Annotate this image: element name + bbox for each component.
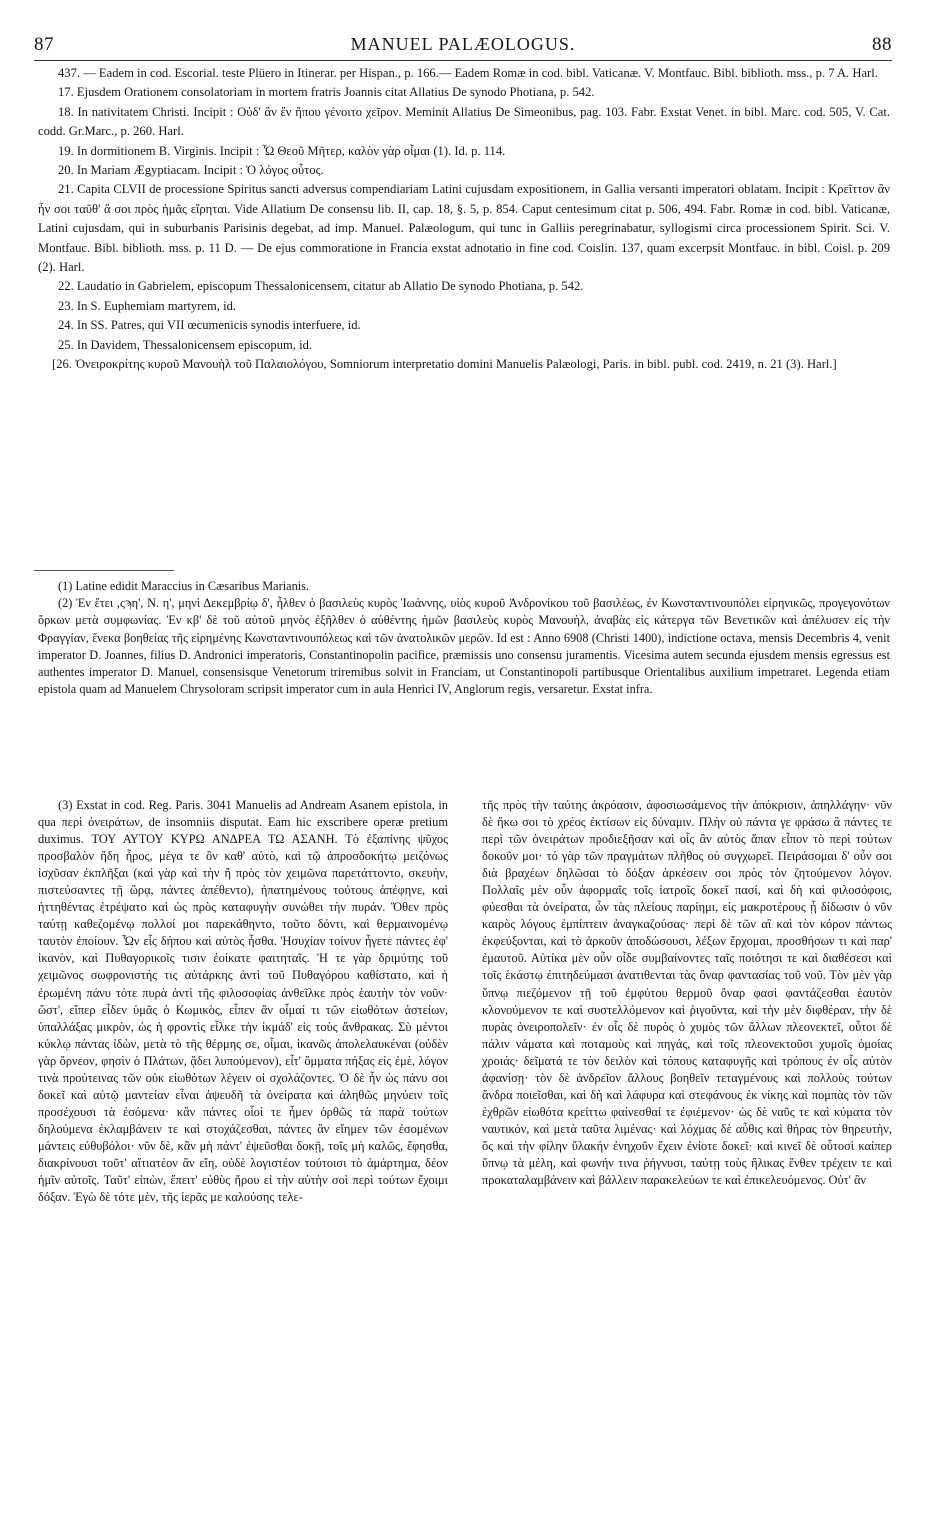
entry-20: 20. In Mariam Ægyptiacam. Incipit : Ὁ λόγος οὗτος. xyxy=(58,163,324,178)
footnote-3-left-column xyxy=(38,797,448,1206)
entry-17-continued: 437. — Eadem in cod. Escorial. teste Plüero in Itinerar. per Hispan., p. 166.— Eadem Romæ in cod. bibl. Vaticanæ. V. Montfauc. Bibl. biblioth. mss., p. 7 A. Harl. xyxy=(58,66,878,80)
entry-25: 25. In Davidem, Thessalonicensem episcopum, id. xyxy=(58,337,313,352)
entry-17: 17. Ejusdem Orationem consolatoriam in mortem fratris Joannis citat Allatius De synodo Photiana, p. 542. xyxy=(58,85,595,100)
bibliography-entries xyxy=(38,64,890,375)
entry-18: 18. In nativitatem Christi. Incipit : Οὐδ' ἂν ἔν ἤπου γένοιτο χεῖρον. Meminit Allatius De Simeonibus, pag. 103. Fabr. Exstat Venet. in bibl. Marc. cod. 505, V. Cat. codd. Gr.Marc., p. 260. Harl. xyxy=(38,104,890,139)
entry-23: 23. In S. Euphemiam martyrem, id. xyxy=(58,298,237,313)
entry-21: 21. Capita CLVII de processione Spiritus sancti adversus compendiariam Latini cujusdam expositionem, in Gallia versanti imperatori oblatam. Incipit : Κρεῖττον ἂν ἦν σοι ταῦθ' ἃ σοι πρὸς ἡμᾶς εἴρηται. Vide Allatium De consensu lib. II, cap. 18, §. 5, p. 854. Caput centesimum citat p. 506, 494. Fabr. Romæ in cod. bibl. Vaticanæ, Latini cujusdam, qui in suburbanis Parisinis degebat, ad imp. Manuel. Palæologum, qui tunc in Galliis peregrinabatur, syllogismi circa processionem Spirit. Sci. V. Montfauc. Bibl. biblioth. mss. p. 11 D. — De ejus commoratione in Francia exstat adnotatio in fine cod. Coislin. 137, quam excerpsit Montfauc. in bibl. Coisl. p. 209 (2). Harl. xyxy=(38,182,890,275)
entry-22: 22. Laudatio in Gabrielem, episcopum Thessalonicensem, citatur ab Allatio De synodo Photiana, p. 542. xyxy=(58,279,584,294)
footnote-1: (1) Latine edidit Maraccius in Cæsaribus Marianis. xyxy=(58,579,309,593)
footnote-3-text-right: τῆς πρὸς τὴν ταύτης ἀκρόασιν, ἀφοσιωσάμενος τὴν ἀπόκρισιν, ἀπηλλάγην· νῦν δὲ ἥκω σοι τὸ χρέος ἐκτίσων εἰς δύναμιν. Πλὴν οὐ πάντα γε φράσω ἃ πάντες τε περὶ τῶν ὀνειράτων προδιεξῆσαν καὶ οἷς ἂν αὐτὸς ἅπαν εἶπον τὸ περὶ τούτων δοκοῦν μοι· τό γὰρ τῶν πραγμάτων πλῆθος οὐ συγχωρεῖ. Πειράσομαι δ' οὖν σοι διὰ βραχέων δηλῶσαι τὸ δόξαν ἀρκέσειν σοι πρὸς τὸν ζητούμενον λόγον. Πολλαῖς μὲν οὖν ἀφορμαῖς τοῖς ἰατροῖς δοκεῖ πασί, καὶ δὴ καὶ φιλοσόφοις, φύεσθαι τὰ ὀνείρατα, ὧν τὰς πλείους παρίημι, εἰς μακροτέρους ᾗ δίδωσιν ὁ νῦν καιρὸς λόγους ἐμπίπτειν ἀναγκαζούσας· περὶ δὲ τῶν αἳ καὶ τὸν κόρον πάντως ἐκφεύξονται, καὶ τὸ ἀρκοῦν ἀποδώσουσι, λέξων ἔρχομαι, προσθήσων τι καὶ παρ' ἐμαυτοῦ. Αὐτίκα μὲν οὖν οἶδε συμβαίνοντες ταῖς ποιότησι τε καὶ διαθέσεσι καὶ τοῖς ἑκάστῳ ἐπιτηδεύμασι ἀνατιθενται τὰς ὄναρ φαντασίας τοῦ νοῦ. Τὸν μὲν γὰρ ὕπνῳ πιεζόμενον τῇ τοῦ ἐμφύτου θερμοῦ ὄναρ φασὶ φαντάζεσθαι ἑαυτὸν κλονούμενον τε καὶ συστελλόμενον καὶ ῥιγοῦντα, καὶ τὴν μὲν διφθέραν, τὴν δὲ πυρὰς ὀνειροπολεῖν· ἐν οἷς δὲ πυρὸς ὁ χυμὸς τῶν ἄλλων πλεονεκτεῖ, οὗτοι δὲ πάλιν νάματα καὶ ποταμοὺς καὶ πηγάς, καὶ τοῖς πλεονεκτοῦσι χυμοῖς ὁμοίας χροιάς· δεῖματά τε τὸν δειλὸν καὶ τόπους καταφυγῆς καὶ τρόπους ἐν οἷς αὐτὸν ἀφανίσῃ· τὸν δὲ ἀνδρεῖον ἄλλους βοηθεῖν τεταγμένους καὶ πολλοὺς τούτων ἄνδρα ποιεῖσθαι, καὶ δὴ καὶ λάφυρα καὶ στεφάνους ἐκ νίκης καὶ πομπὰς τὸν τῶν ἐχθρῶν εἰωθότα κρείττω φαίνεσθαί τε ἐφιέμενον· ὡς δὲ ναῦς τε καὶ κύματα τὸν ναυτικόν, καὶ μετὰ ταῦτα λιμένας· καὶ λόχμας δὲ αὖθις καὶ θήρας τὸν θηρευτὴν, ὅς καὶ τὴν φίλην ὕλακήν ἐνηχοῦν ἔχειν ἐνίοτε δοκεῖ· καὶ κινεῖ δὲ οὗτοσὶ καίπερ ὕπνῳ τὰ μέλη, καὶ φωνήν τινα ῥήγνυσι, ταύτῃ τοὺς ἥλικας ἔνθεν τρέχειν τε καὶ προκαταλαμβάνειν καὶ βάλλειν παρακελεύων τε καὶ ἐπικελευόμενος. Οὐτ' ἂν xyxy=(482,798,892,1188)
footnote-3-text-left: (3) Exstat in cod. Reg. Paris. 3041 Manuelis ad Andream Asanem epistola, in qua περὶ ὀνειράτων, de insomniis disputat. Eam hic exscribere operæ pretium duximus. ΤΟΥ ΑΥΤΟΥ ΚΥΡΩ ΑΝΔΡΕΑ ΤΩ ΑΣΑΝΗ. Τὸ ἐξαπίνης ψῦχος προσβαλὸν ἤδη ἦρος, μέγα τε ὂν καθ' αὑτὸ, καὶ τῷ ἀπροσδοκήτῳ μειζόνως ἰσχῦσαν ἐκπλῆξαι (καὶ γὰρ καὶ τὴν ἤ πρὸς τὸν χειμῶνα παρετάττοντο, σκευὴν, πιστεύσαντες τῇ ὥρᾳ, πάντες ἀπέθεντο), ἠπατημένους τούτους ἀπέφηνε, καὶ ἡττηθέντας ἐτρέψατο καὶ ὡς πρὸς καταφυγὴν συνώθει τὴν πυράν. Ὅθεν πρὸς ταύτῃ καθεζομένῳ πολλοί μοι παρεκάθηντο, τοῦτο δόντι, καὶ θερμαινομένῳ ταυτὸν ἐποίουν. Ὧν εἷς δήπου καὶ αὐτὸς ἦσθα. Ἡσυχίαν τοίνυν ἦγετε πάντες ἐφ' ἱκανὸν, καὶ Πυθαγορικοῖς τισιν ἐοίκατε φαιτηταῖς. Ἡ τε γὰρ δριμύτης τοῦ χειμῶνος σωφρονιστής τις αὐτάρκης ἀντὶ τοῦ Πυθαγόρου καθίστατο, καὶ ἡ ἐρωμένη πάνυ τότε πυρὰ ἀντὶ τῆς φιλοσοφίας ἀνθεῖλκε πρὸς ἑαυτὴν τὸν νοῦν· ὥστ', εἴπερ εἶδεν ὑμᾶς ὁ Κωμικὸς, εἶπεν ἂν οἶμαί τι τῶν εἰωθότων ἀστείων, ὑπαλλάξας μικρὸν, ὡς ἡ φροντὶς εἶλκε τὴν ἰκμάδ' εἰς τοὺς ἄνθρακας. Σὺ μέντοι κύκλῳ πάντας ἰδὼν, μετὰ τὸ τῆς θέρμης σε, οἶμαι, ἱκανῶς ἀπολελαυκέναι (οὐδὲν γὰρ ὄρνεον, φησὶν ὁ Πλάτων, ᾄδει λυπούμενον), εἶτ' ὄμματα πήξας εἰς ἐμὲ, λόγον τινὰ προύτεινας τῶν οὐκ εἰωθότων λέγειν οἱ σχολάζοντες. Ὁ δὲ ἦν ὡς πάνυ σοι δοκεῖ καὶ αὐτῷ μαντείαν εἶναι ἀψευδῆ τὰ ὀνείρατα καὶ ἀληθῶς μηνύειν τοῖς προσέχουσι τὰ ἐσόμενα· κἂν πάντες οἷοί τε ἦμεν ὀρθῶς τὰ παρὰ τούτων δηλούμενα ἐκλαμβάνειν τε καὶ στοχάζεσθαι, πάντες ἂν εἴημεν τῶν ἐσομένων μάντεις εὐθυβόλοι· νῦν δὲ, κἂν μὴ πάντ' ἐψεῦσθαι δοκῇ, τοῖς μὴ καλῶς, ἔφησθα, διακρίνουσι τοῦτ' αἴτιατέον ἂν εἴη, οὐδὲ λογιστέον τούτοισι τὸ ἁμάρτημα, δέον ἡμῖν αὐτοῖς. Ταῦτ' εἰπὼν, ἔπειτ' εὐθὺς ἤρου εἰ τὴν αὐτὴν σοὶ περὶ τούτων ἔχοιμι δόξαν. Ἐγὼ δὲ τότε μὲν, τῆς ἱερᾶς με καλούσης τελε- xyxy=(38,798,448,1205)
running-header xyxy=(34,34,892,58)
page-number-left: 87 xyxy=(34,34,54,55)
entry-24: 24. In SS. Patres, qui VII œcumenicis synodis interfuere, id. xyxy=(58,318,361,333)
page-number-right: 88 xyxy=(872,34,892,55)
running-title: MANUEL PALÆOLOGUS. xyxy=(350,34,576,54)
entry-26: [26. Ὀνειροκρίτης κυροῦ Μανουὴλ τοῦ Παλαιολόγου, Somniorum interpretatio domini Manuelis Palæologi, Paris. in bibl. publ. cod. 2419, n. 21 (3). Harl.] xyxy=(52,357,837,372)
footnotes xyxy=(38,578,890,698)
header-rule xyxy=(34,60,892,61)
entry-19: 19. In dormitionem B. Virginis. Incipit : Ὦ Θεοῦ Μῆτερ, καλὸν γὰρ οἶμαι (1). Id. p. 114. xyxy=(58,143,506,158)
footnote-separator xyxy=(34,570,174,571)
footnote-3-right-column xyxy=(482,797,892,1189)
footnote-2: (2) Ἐν ἔτει ,ςϡη', Ν. η', μηνὶ Δεκεμβρίῳ δ', ἦλθεν ὁ βασιλεὺς κυρὸς Ἰωάννης, υἱὸς κυροῦ Ἀνδρονίκου τοῦ βασιλέως, ἐν Κωνσταντινουπόλει εἰρηνικῶς, προγεγονότων ὅρκων μετὰ συμφωνίας. Ἐν κβ' δὲ τοῦ αὐτοῦ μηνὸς ἐξῆλθεν ὁ αὐθέντης ἡμῶν βασιλεὺς κυρὸς Μανουὴλ, ἀναβὰς εἰς κάτεργα τῶν Βενετικῶν καὶ ἀπέλυσεν εἰς τὴν Φραγγίαν, ἕνεκα βοηθείας τῆς εἰρημένης Κωνσταντινουπόλεως καὶ τῶν ἀνατολικῶν μερῶν. Id est : Anno 6908 (Christi 1400), indictione octava, mensis Decembris 4, venit imperator D. Joannes, filius D. Andronici imperatoris, Constantinopolin pacifice, præmissis uno consensu juramentis. Vicesima autem secunda ejusdem mensis egressus est authentes imperator D. Manuel, consensisque Venetorum triremibus solvit in Franciam, ut Constantinopoli partibusque Orientalibus auxilium impetraret. Legenda etiam epistola quam ad Manuelem Chrysoloram scripsit imperator cum in aula Henrici IV, Anglorum regis, versaretur. Exstat infra. xyxy=(38,596,890,697)
